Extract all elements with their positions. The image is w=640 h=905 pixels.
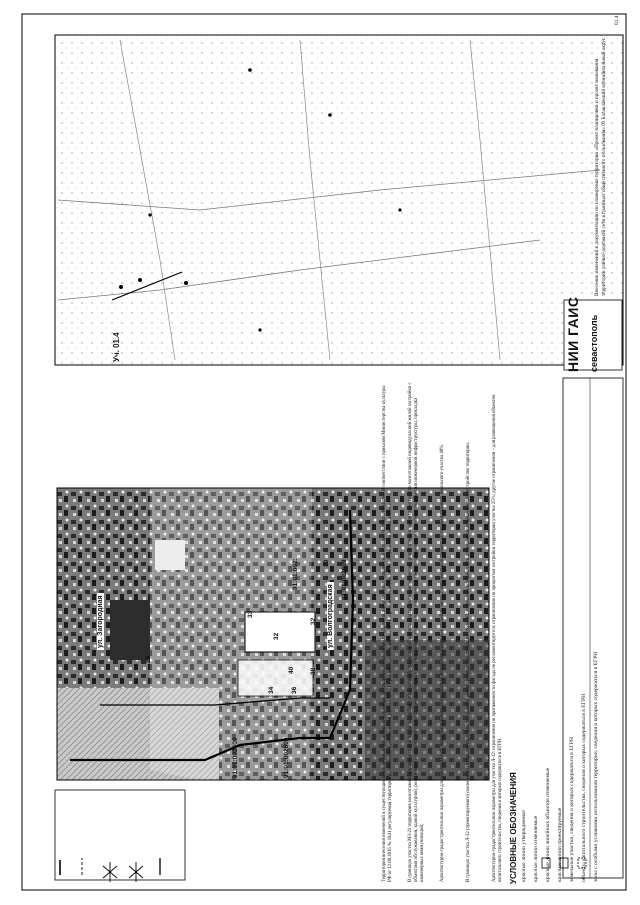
cadastral-number: 91:01:002609: [283, 737, 290, 778]
legend-item: земельные участки, сведения о которых содержаться в ЕГРН: [569, 736, 575, 882]
legend-item: зоны с особыми условиями использования территории, сведения о которых содержаться в ЕГРН: [593, 651, 599, 882]
parcel-number: 33: [247, 610, 254, 618]
logo-niigais: НИИ ГАИС: [565, 296, 581, 372]
overview-map: [55, 35, 623, 365]
description-paragraph: Архитектурно-градостроительные параметры для участка Л-32: ограничение по протяженности фасада не регламентируется; ограничение по процентам застройки территории участка 25%; другие ограничения – для размещения объектов капитального строительства, сведения о которых содержаться в ЕГРН.: [492, 394, 504, 882]
description-paragraph: Территория внесения изменений в существующие красные линии расположена в границах Достопримечательного места «Древний город Херсонес Таврический и хутора Чолбаш и Казанте». В соответствии с приказом Министерства культуры РФ от 12.08.2016 № 1841 регулируемая территория расположена в регламентном участке М3-21 с режимом использования М3-1 и регламентном участке Л-32 с режимом использования Р3-3.: [382, 385, 394, 882]
legend-item: красные линии проектируемые: [557, 807, 563, 882]
parcel-number: 30: [323, 559, 330, 567]
street-label-zagorodnaya: ул. Загородная: [97, 595, 104, 648]
street-label-volgogradskaya: ул. Волгоградская: [327, 584, 334, 648]
legend-item: красные линии линейных объектов отменяемые: [545, 767, 551, 882]
parcel-number: 38: [310, 667, 317, 675]
parcel-number: 34: [268, 686, 275, 694]
description-paragraph: В границах участка Л-32 (проектируемого) озеленение и открытые пространства: ремонт, реконструкция существующих строений; сохранение исторического планировочного решения; благоустройство территории.: [466, 442, 471, 882]
parcel-number: 36: [291, 686, 298, 694]
legend-item: красные линии утверждаемые: [521, 810, 527, 882]
overview-parcel-label: Уч. 01.4: [112, 332, 121, 362]
cadastral-number: 91:01:002:: [292, 558, 299, 590]
cadastral-number: 91:01:002609: [232, 737, 239, 778]
description-paragraph: Архитектурно-градостроительные параметры для участка М3-21: предельная высота застройки 8 м; количество надземных этажей не более 2; максимальный процент застройки в границах земельного участка 40%.: [440, 443, 445, 882]
parcel-number: 29: [145, 655, 152, 663]
parcel-number: 40: [288, 666, 295, 674]
logo-subtitle: севастополь: [589, 314, 599, 372]
title-block-text: Внесение изменений в документацию по планировке территории «Проект планировки и проект межевания территории улично-дорожной сети в границах общественного пользования» 01 Балаклавский муниципальный округ.: [594, 37, 607, 296]
description-paragraph: В границах участка М3-21 территория малоэтажной индивидуальной жилой застройки с объектами обслуживания, объектами отдыха; разрешается: ремонт, реконструкция, новое строительство малоэтажной индивидуальной жилой застройки с объектами обслуживания, зданий культурной, религиозной и научной деятельности, предназначенных для проживания, дошкольного, начального и среднего образования, строительство объектов инженерной инфраструктуры, прокладка инженерных коммуникаций;: [408, 382, 426, 882]
legend-item: объекты капитального строительства, сведения о которых содержаться в ЕГРН: [581, 693, 587, 882]
parcel-number: 32: [273, 632, 280, 640]
parcel-number: 32: [310, 617, 317, 625]
legend-item: красные линии отменяемые: [533, 815, 539, 882]
sheet-number: 01.4: [614, 15, 620, 25]
cadastral-number: 91:01:002609: [341, 559, 348, 600]
legend-title: УСЛОВНЫЕ ОБОЗНАЧЕНИЯ: [509, 772, 518, 884]
